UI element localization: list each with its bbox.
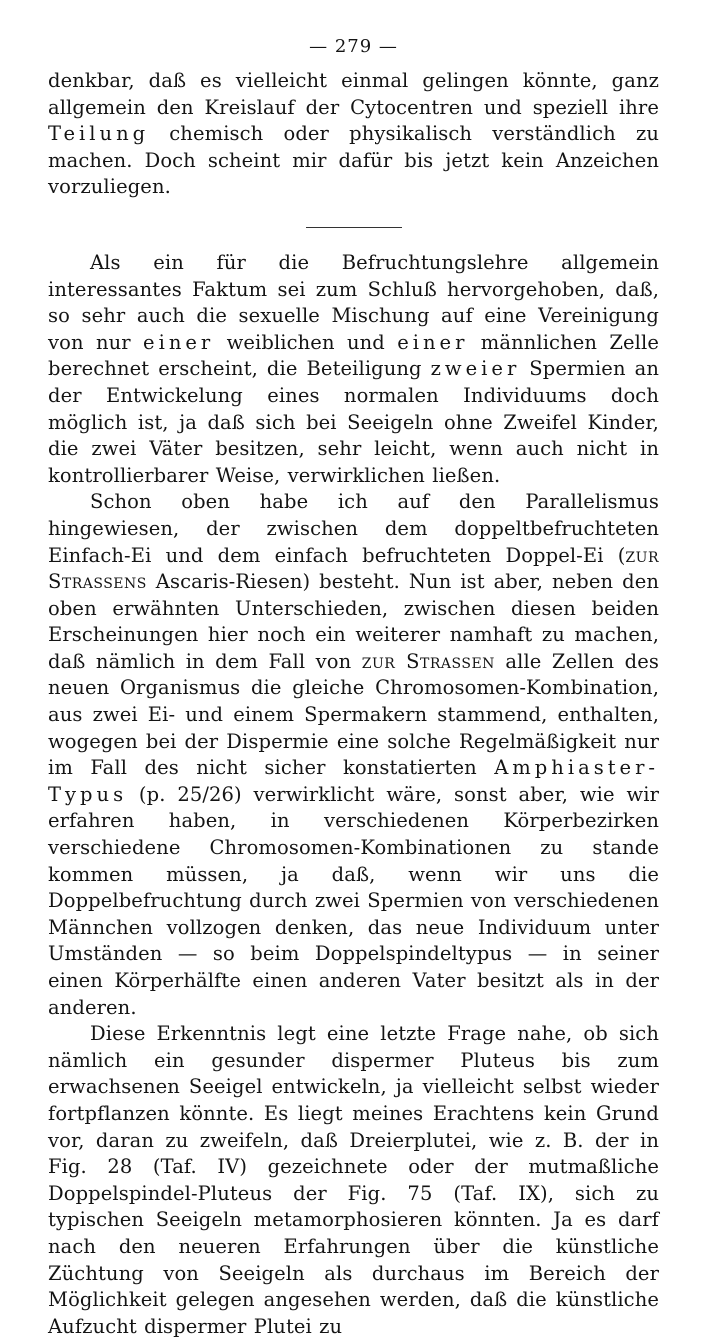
text-segment: Diese Erkenntnis legt eine letzte Frage nahe, ob sich nämlich ein gesunder dispermer Pluteus bis zum erwachsenen Seeigel entwickeln, ja vielleicht selbst wieder fortpflanzen könnte. Es liegt meines Erachtens kein Grund vor, daran zu zweifeln, daß Dreierplutei, wie z. B. der in Fig. 28 (Taf. IV) gezeichnete oder der mutmaßliche Doppelspindel-Pluteus der Fig. 75 (Taf. IX), sich zu typischen Seeigeln metamorphosieren könnten. Ja es darf nach den neueren Erfahrungen über die künstliche Züchtung von Seeigeln als durchaus im Bereich der Möglichkeit gelegen angesehen werden, daß die künstliche Aufzucht dispermer Plutei zu	[48, 1022, 659, 1338]
text-segment: alle Zellen des neuen Organismus die gleiche Chromosomen-Kombination, aus zwei Ei- und einem Spermakern stammend, enthalten, wogegen bei der Dispermie eine solche Regelmäßigkeit nur im Fall des nicht sicher konstatierten	[48, 649, 659, 780]
text-segment: chemisch oder physikalisch verständlich zu machen. Doch scheint mir dafür bis jetzt kein Anzeichen vorzuliegen.	[48, 122, 659, 199]
text-segment: Schon oben habe ich auf den Parallelismus hingewiesen, der zwischen dem doppeltbefruchteten Einfach-Ei und dem einfach befruchteten Doppel-Ei (	[48, 490, 659, 567]
text-segment: Als ein für die Befruchtungslehre allgemein interessantes Faktum sei zum Schluß hervorgehoben, daß, so sehr auch die sexuelle Mischung auf eine Vereinigung von nur	[48, 250, 659, 354]
paragraph-continuation	[48, 68, 659, 201]
emphasized-text: einer	[397, 330, 469, 354]
paragraph-befruchtungslehre	[48, 250, 659, 489]
emphasized-text: einer	[143, 330, 215, 354]
emphasized-text: zweier	[430, 357, 521, 381]
paragraph-letzte-frage	[48, 1021, 659, 1340]
author-name: zur Strassen	[361, 649, 495, 673]
text-segment: männlichen Zelle berechnet erscheint, die Beteiligung	[48, 330, 659, 381]
text-segment: denkbar, daß es vielleicht einmal gelingen könnte, ganz allgemein den Kreislauf der Cytocentren und speziell ihre	[48, 69, 659, 119]
page-number: — 279 —	[309, 36, 398, 57]
text-segment: (p. 25/26) verwirklicht wäre, sonst aber, wie wir erfahren haben, in verschiedenen Körperbezirken verschiedene Chromosomen-Kombinationen zu stande kommen müssen, ja daß, wenn wir uns die Doppelbefruchtung durch zwei Spermien von verschiedenen Männchen vollzogen denken, das neue Individuum unter Umständen — so beim Doppelspindeltypus — in seiner einen Körperhälfte einen anderen Vater besitzt als in der anderen.	[48, 782, 659, 1019]
text-segment: Ascaris-Riesen) besteht. Nun ist aber, neben den oben erwähnten Unterschieden, zwischen diesen beiden Erscheinungen hier noch ein weiterer namhaft zu machen, daß nämlich in dem Fall von	[48, 570, 659, 673]
emphasized-text: Amphiaster-Typus	[48, 756, 659, 806]
text-segment: weiblichen und	[214, 330, 398, 354]
author-name: zur Strassens	[48, 543, 659, 594]
emphasized-text: Teilung	[48, 122, 150, 146]
section-divider	[306, 227, 402, 228]
paragraph-parallelismus	[48, 489, 659, 1021]
text-segment: Spermien an der Entwickelung eines normalen Individuums doch möglich ist, ja daß sich bei Seeigeln ohne Zweifel Kinder, die zwei Väter besitzen, sehr leicht, wenn auch nicht in kontrollierbarer Weise, verwirklichen ließen.	[48, 357, 659, 487]
